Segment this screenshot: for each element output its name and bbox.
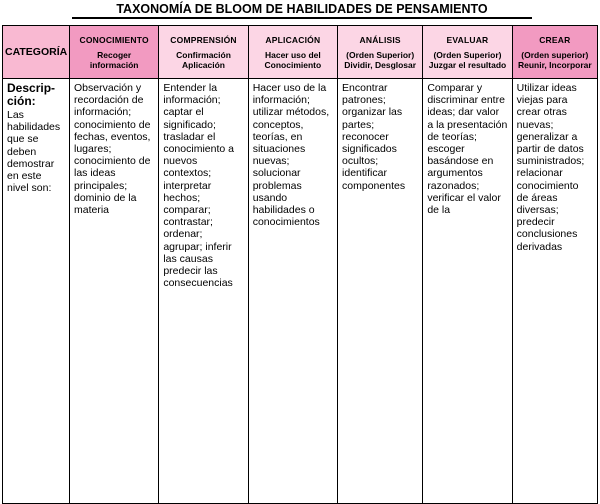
header-label-conocimiento: CONOCIMIENTO [79,35,149,46]
header-label-analisis: ANÁLISIS [359,35,401,46]
cell-comprension: Entender la información; captar el significado; trasladar el conocimiento a nuevos contextos; interpretar hechos; comparar; contrastar; ordenar; agrupar; inferir las causas predecir las consecuencias [159,79,248,504]
header-sub-evaluar: (Orden Superior) Juzgar el resultado [428,49,507,70]
table-body-row [3,79,598,504]
header-cell-categoria [3,26,70,79]
header-sub-analisis: (Orden Superior) Dividir, Desglosar [344,49,417,70]
header-sub-comprension: Confirmación Aplicación [176,49,231,70]
header-label-evaluar: EVALUAR [446,35,489,46]
header-sub-crear: (Orden superior) Reunir, Incorporar [517,49,592,70]
row-label-cell [3,79,70,504]
header-cell-aplicacion [248,26,337,79]
header-cell-evaluar [423,26,512,79]
header-sub-conocimiento: Recoger información [89,49,139,70]
header-cell-comprension [159,26,248,79]
row-label-text: Las habilidades que se deben demostrar en este nivel son: [7,109,61,195]
header-label-categoria: CATEGORÍA [5,45,68,58]
title-bar [0,2,600,22]
header-label-aplicacion: APLICACIÓN [265,35,321,46]
header-label-crear: CREAR [539,35,571,46]
header-cell-conocimiento [70,26,159,79]
cell-evaluar: Comparar y discriminar entre ideas; dar valor a la presentación de teorías; escoger basándose en argumentos razonados; verificar el valor de la [423,79,512,504]
cell-analisis: Encontrar patrones; organizar las partes; reconocer significados ocultos; identificar componentes [338,79,423,504]
bloom-taxonomy-table [2,25,598,504]
header-label-comprension: COMPRENSIÓN [170,35,237,46]
header-cell-crear [512,26,597,79]
cell-conocimiento: Observación y recordación de información; conocimiento de fechas, eventos, lugares; conocimiento de las ideas principales; dominio de la materia [70,79,159,504]
page-title: TAXONOMÍA DE BLOOM DE HABILIDADES DE PENSAMIENTO [72,2,532,19]
cell-aplicacion: Hacer uso de la información; utilizar métodos, conceptos, teorías, en situaciones nuevas; solucionar problemas usando habilidades o conocimientos [248,79,337,504]
header-sub-aplicacion: Hacer uso del Conocimiento [264,49,322,70]
row-label-title: Descrip-ción: [7,81,56,108]
cell-crear: Utilizar ideas viejas para crear otras nuevas; generalizar a partir de datos suministrados; relacionar conocimiento de áreas diversas; predecir conclusiones derivadas [512,79,597,504]
header-cell-analisis [338,26,423,79]
table-header-row [3,26,598,79]
document-page [0,2,600,452]
